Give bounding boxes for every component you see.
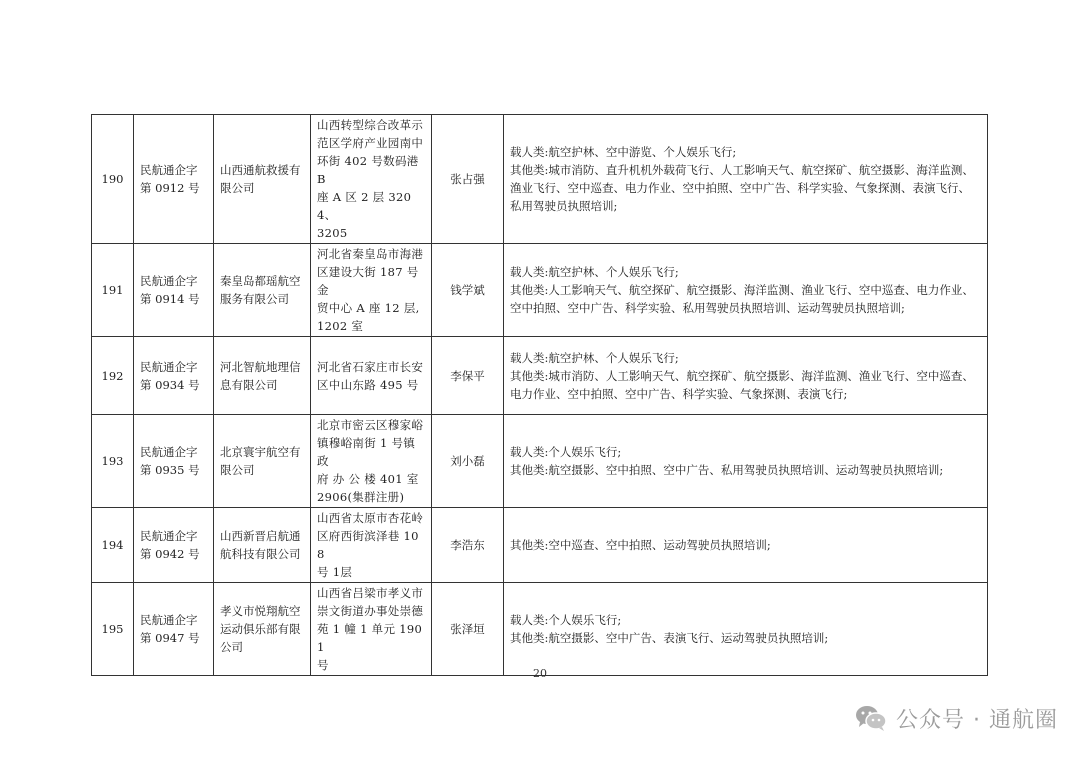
certificate-number-cell	[134, 508, 214, 583]
address-line: 北京市密云区穆家峪	[317, 418, 424, 432]
address-line: 河北省石家庄市长安	[317, 359, 424, 374]
certificate-line: 第 0942 号	[140, 547, 200, 561]
company-name-cell	[214, 115, 311, 244]
table-row	[92, 244, 988, 337]
business-scope-line: 空中拍照、空中广告、科学实验、私用驾驶员执照培训、运动驾驶员执照培训;	[510, 301, 905, 315]
watermark-text: 公众号 · 通航圈	[896, 707, 1058, 733]
business-scope-line: 载人类:航空护林、个人娱乐飞行;	[510, 350, 679, 365]
certificate-line: 民航通企字	[140, 445, 198, 459]
row-index-cell: 191	[92, 244, 134, 337]
table-row	[92, 115, 988, 244]
address-line: 崇文街道办事处崇德	[317, 604, 424, 618]
business-scope-line: 其他类:航空摄影、空中拍照、空中广告、私用驾驶员执照培训、运动驾驶员执照培训;	[510, 463, 944, 477]
business-scope-line: 电力作业、空中拍照、空中广告、科学实验、气象探测、表演飞行;	[510, 386, 848, 401]
business-scope-line: 其他类:城市消防、直升机机外载荷飞行、人工影响天气、航空探矿、航空摄影、海洋监测、	[510, 163, 974, 177]
business-scope-cell	[504, 115, 988, 244]
address-line: 府 办 公 楼 401 室	[317, 472, 419, 486]
address-line: 2906(集群注册)	[317, 490, 405, 504]
business-scope-cell	[504, 583, 988, 676]
certificate-line: 民航通企字	[140, 359, 198, 374]
certificate-line: 民航通企字	[140, 529, 198, 543]
address-line: 山西转型综合改革示	[317, 118, 424, 132]
business-scope-line: 其他类:人工影响天气、航空探矿、航空摄影、海洋监测、渔业飞行、空中巡查、电力作业、	[510, 283, 974, 297]
certificate-line: 第 0912 号	[140, 181, 200, 195]
legal-representative-cell: 张泽垣	[432, 583, 504, 676]
legal-representative-cell: 李保平	[432, 337, 504, 415]
address-cell	[311, 415, 432, 508]
address-line: 区中山东路 495 号	[317, 377, 419, 392]
address-line: 3205	[317, 226, 348, 240]
address-line: 贸中心 A 座 12 层,	[317, 301, 420, 315]
certificate-number-cell	[134, 244, 214, 337]
company-name-cell	[214, 244, 311, 337]
address-line: 山西省吕梁市孝义市	[317, 586, 424, 600]
table-row	[92, 508, 988, 583]
certificate-line: 第 0914 号	[140, 292, 200, 306]
address-cell	[311, 244, 432, 337]
legal-representative-cell: 李浩东	[432, 508, 504, 583]
address-line: 区府西街滨泽巷 108	[317, 529, 419, 561]
address-line: 环街 402 号数码港 B	[317, 154, 419, 186]
address-line: 区建设大街 187 号金	[317, 265, 419, 297]
address-line: 苑 1 幢 1 单元 1901	[317, 622, 423, 654]
business-scope-line: 载人类:航空护林、空中游览、个人娱乐飞行;	[510, 145, 737, 159]
business-scope-line: 私用驾驶员执照培训;	[510, 199, 618, 213]
business-scope-line: 渔业飞行、空中巡查、电力作业、空中拍照、空中广告、科学实验、气象探测、表演飞行、	[510, 181, 970, 195]
address-cell	[311, 583, 432, 676]
address-line: 号 1层	[317, 565, 353, 579]
row-index-cell: 190	[92, 115, 134, 244]
company-name-cell	[214, 337, 311, 415]
table-row	[92, 337, 988, 415]
company-name-line: 息有限公司	[220, 377, 278, 392]
row-index-cell: 192	[92, 337, 134, 415]
row-index-cell: 193	[92, 415, 134, 508]
business-scope-line: 其他类:航空摄影、空中广告、表演飞行、运动驾驶员执照培训;	[510, 631, 829, 645]
watermark	[854, 700, 1058, 736]
company-name-line: 公司	[220, 640, 243, 654]
certificate-number-cell	[134, 415, 214, 508]
business-scope-cell	[504, 244, 988, 337]
address-cell	[311, 337, 432, 415]
address-line: 河北省秦皇岛市海港	[317, 247, 424, 261]
certificate-line: 民航通企字	[140, 274, 198, 288]
company-name-line: 孝义市悦翔航空	[220, 604, 301, 618]
business-scope-line: 其他类:城市消防、人工影响天气、航空探矿、航空摄影、海洋监测、渔业飞行、空中巡查、	[510, 368, 974, 383]
company-name-line: 秦皇岛都瑶航空	[220, 274, 301, 288]
address-cell	[311, 115, 432, 244]
company-name-line: 河北智航地理信	[220, 359, 301, 374]
business-scope-line: 载人类:个人娱乐飞行;	[510, 445, 622, 459]
address-line: 镇穆峪南街 1 号镇政	[317, 436, 416, 468]
certificate-line: 第 0935 号	[140, 463, 200, 477]
company-name-line: 山西通航救援有	[220, 163, 301, 177]
certificate-line: 第 0947 号	[140, 631, 200, 645]
company-name-line: 限公司	[220, 181, 255, 195]
certificate-number-cell	[134, 583, 214, 676]
company-name-line: 山西新晋启航通	[220, 529, 301, 543]
legal-representative-cell: 张占强	[432, 115, 504, 244]
business-scope-line: 载人类:个人娱乐飞行;	[510, 613, 622, 627]
company-name-line: 运动俱乐部有限	[220, 622, 301, 636]
row-index-cell: 194	[92, 508, 134, 583]
registry-table-body	[92, 115, 988, 676]
business-scope-line: 其他类:空中巡查、空中拍照、运动驾驶员执照培训;	[510, 538, 771, 552]
company-name-line: 北京寰宇航空有	[220, 445, 301, 459]
company-name-line: 服务有限公司	[220, 292, 289, 306]
page-number: 20	[533, 667, 547, 680]
address-line: 1202 室	[317, 319, 364, 333]
address-cell	[311, 508, 432, 583]
enterprise-registry-table	[91, 114, 988, 676]
business-scope-cell	[504, 508, 988, 583]
address-line: 山西省太原市杏花岭	[317, 511, 424, 525]
company-name-cell	[214, 415, 311, 508]
address-line: 座 A 区 2 层 3204、	[317, 190, 412, 222]
company-name-cell	[214, 583, 311, 676]
certificate-line: 民航通企字	[140, 613, 198, 627]
business-scope-cell	[504, 337, 988, 415]
certificate-line: 第 0934 号	[140, 377, 200, 392]
business-scope-line: 载人类:航空护林、个人娱乐飞行;	[510, 265, 679, 279]
company-name-line: 限公司	[220, 463, 255, 477]
address-line: 号	[317, 658, 329, 672]
row-index-cell: 195	[92, 583, 134, 676]
table-row	[92, 583, 988, 676]
company-name-line: 航科技有限公司	[220, 547, 301, 561]
business-scope-cell	[504, 415, 988, 508]
company-name-cell	[214, 508, 311, 583]
legal-representative-cell: 钱学斌	[432, 244, 504, 337]
certificate-number-cell	[134, 115, 214, 244]
certificate-line: 民航通企字	[140, 163, 198, 177]
certificate-number-cell	[134, 337, 214, 415]
legal-representative-cell: 刘小磊	[432, 415, 504, 508]
wechat-icon	[854, 703, 888, 733]
table-row	[92, 415, 988, 508]
address-line: 范区学府产业园南中	[317, 136, 424, 150]
